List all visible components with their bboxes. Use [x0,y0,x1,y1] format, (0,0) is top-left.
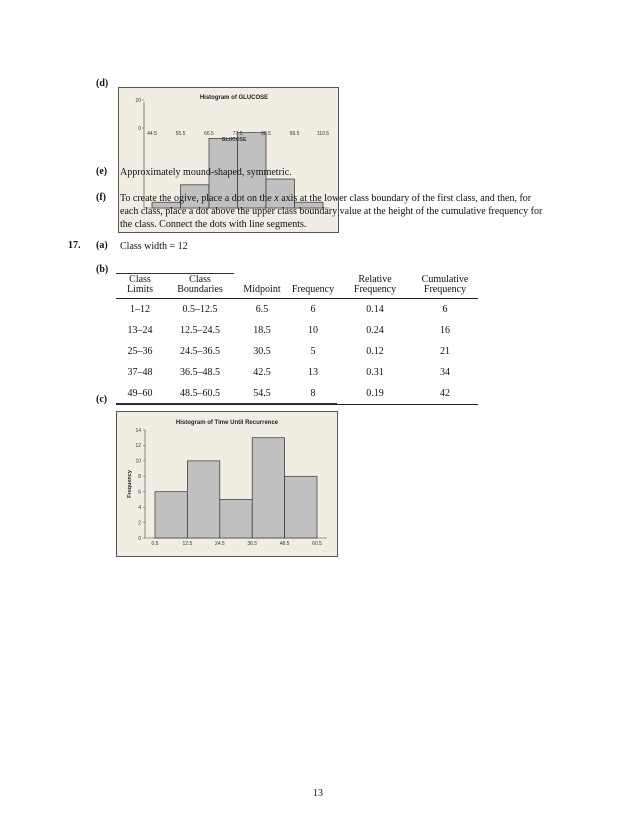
recurrence-y-tick-label: 0 [138,535,141,542]
table-cell: 42.5 [253,367,271,378]
part-e-text: Approximately mound-shaped, symmetric. [120,167,292,178]
glucose-x-tick-label: 99.5 [289,131,300,137]
recurrence-histogram-svg [117,412,337,556]
table-cell: 13 [308,367,318,378]
table-header-row [116,275,478,299]
recurrence-bar [285,476,317,538]
table-row [116,320,478,341]
glucose-x-tick-label: 88.5 [261,131,271,137]
table-cell: 0.5–12.5 [182,304,218,315]
glucose-x-tick-label: 55.5 [175,131,186,137]
recurrence-bar [155,492,187,538]
part-a-text: Class width = 12 [120,241,188,252]
recurrence-x-tick-label: 48.5 [279,541,290,547]
part-f-line-1b: axis at the lower class boundary of the first class, and then, for [278,193,532,204]
table-header-line: Frequency [423,284,467,295]
table-cell: 54.5 [236,383,288,405]
table-cell: 6 [310,304,316,315]
part-f-line-1 [120,192,580,205]
table-header-line: Cumulative [421,274,469,285]
table-cell: 42 [412,383,478,405]
table-cell: 12.5–24.5 [180,325,220,336]
table-cell: 10 [308,325,318,336]
table-cell: 34 [440,367,450,378]
part-f-x-italic: x [274,193,279,204]
table-cell: 48.5–60.5 [164,383,236,405]
recurrence-histogram [116,411,338,557]
recurrence-title: Histogram of Time Until Recurrence [175,420,279,426]
table-cell: 30.5 [253,346,271,357]
glucose-x-label: GLUCOSE [221,137,247,143]
table-header-line: Class [189,274,211,285]
part-c-rule [116,403,337,404]
table-cell: 6 [442,304,448,315]
table-row [116,383,478,405]
recurrence-y-tick-label: 8 [138,474,141,481]
glucose-y-tick-label: 0 [138,126,141,132]
table-cell: 49–60 [116,383,164,405]
table-header-2 [236,275,288,299]
glucose-x-tick-label: 110.5 [316,131,330,137]
table-cell: 6.5 [255,304,269,315]
glucose-x-tick-label: 44.5 [147,131,157,137]
recurrence-bar [252,438,284,538]
table-cell: 0.24 [366,325,384,336]
part-f-line-3: the class. Connect the dots with line segments. [120,219,307,230]
table-row [116,341,478,362]
table-cell: 36.5–48.5 [180,367,220,378]
table-cell: 21 [440,346,450,357]
table-cell: 25–36 [127,346,153,357]
table-header-line: Limits [126,284,154,295]
recurrence-x-tick-label: 0.5 [151,541,159,547]
recurrence-bar [220,499,252,538]
table-body [116,299,478,405]
problem-17-number: 17. [68,240,81,251]
table-cell: 0.14 [366,304,384,315]
part-f-text [120,192,580,231]
recurrence-x-tick-label: 36.5 [247,541,258,547]
table-cell: 37–48 [127,367,153,378]
page-number: 13 [313,788,323,799]
glucose-x-tick-label: 77.5 [232,131,243,137]
table-cell: 16 [440,325,450,336]
recurrence-x-tick-label: 12.5 [182,541,193,547]
recurrence-y-tick-label: 10 [135,458,141,465]
part-f-label: (f) [96,192,106,203]
recurrence-y-tick-label: 2 [138,520,141,527]
frequency-table [116,275,478,405]
part-f-line-2: each class, place a dot above the upper class boundary value at the height of the cumulative frequency for [120,206,543,217]
part-d-label: (d) [96,78,109,89]
table-header-4 [338,275,412,299]
table-cell: 0.31 [366,367,384,378]
table-header-3 [288,275,338,299]
glucose-y-tick-label: 20 [135,98,141,104]
table-cell: 1–12 [130,304,150,315]
part-e-label: (e) [96,166,108,177]
table-cell: 8 [288,383,338,405]
part-b-label: (b) [96,264,109,275]
table-header-1 [164,275,236,299]
recurrence-bar [187,461,219,538]
part-f-line-1a: To create the ogive, place a dot on the [120,193,275,204]
table-header-line: Frequency [353,284,397,295]
table-row [116,362,478,383]
table-header-5 [412,275,478,299]
glucose-x-tick-label: 66.5 [204,131,214,137]
recurrence-x-tick-label: 24.5 [214,541,225,547]
table-header-line: Class [129,274,151,285]
table-cell: 5 [310,346,316,357]
recurrence-y-tick-label: 14 [135,427,141,434]
recurrence-y-label: Frequency [127,470,133,498]
table-cell: 18.5 [253,325,271,336]
table-header-line: Midpoint [243,284,281,295]
table-header-0 [116,275,164,299]
glucose-title: Histogram of GLUCOSE [199,95,269,101]
table-header-line: Relative [358,274,392,285]
table-cell: 13–24 [127,325,153,336]
part-a-label: (a) [96,240,108,251]
recurrence-y-tick-label: 6 [138,489,141,496]
recurrence-y-tick-label: 12 [135,443,141,450]
recurrence-x-tick-label: 60.5 [312,541,322,547]
table-header-line: Frequency [291,284,335,295]
part-c-label: (c) [96,394,108,405]
recurrence-y-tick-label: 4 [138,504,141,511]
table-header-line: Boundaries [177,284,223,295]
table-cell: 24.5–36.5 [180,346,220,357]
table-cell: 0.19 [338,383,412,405]
table-cell: 0.12 [366,346,384,357]
table-row [116,299,478,321]
